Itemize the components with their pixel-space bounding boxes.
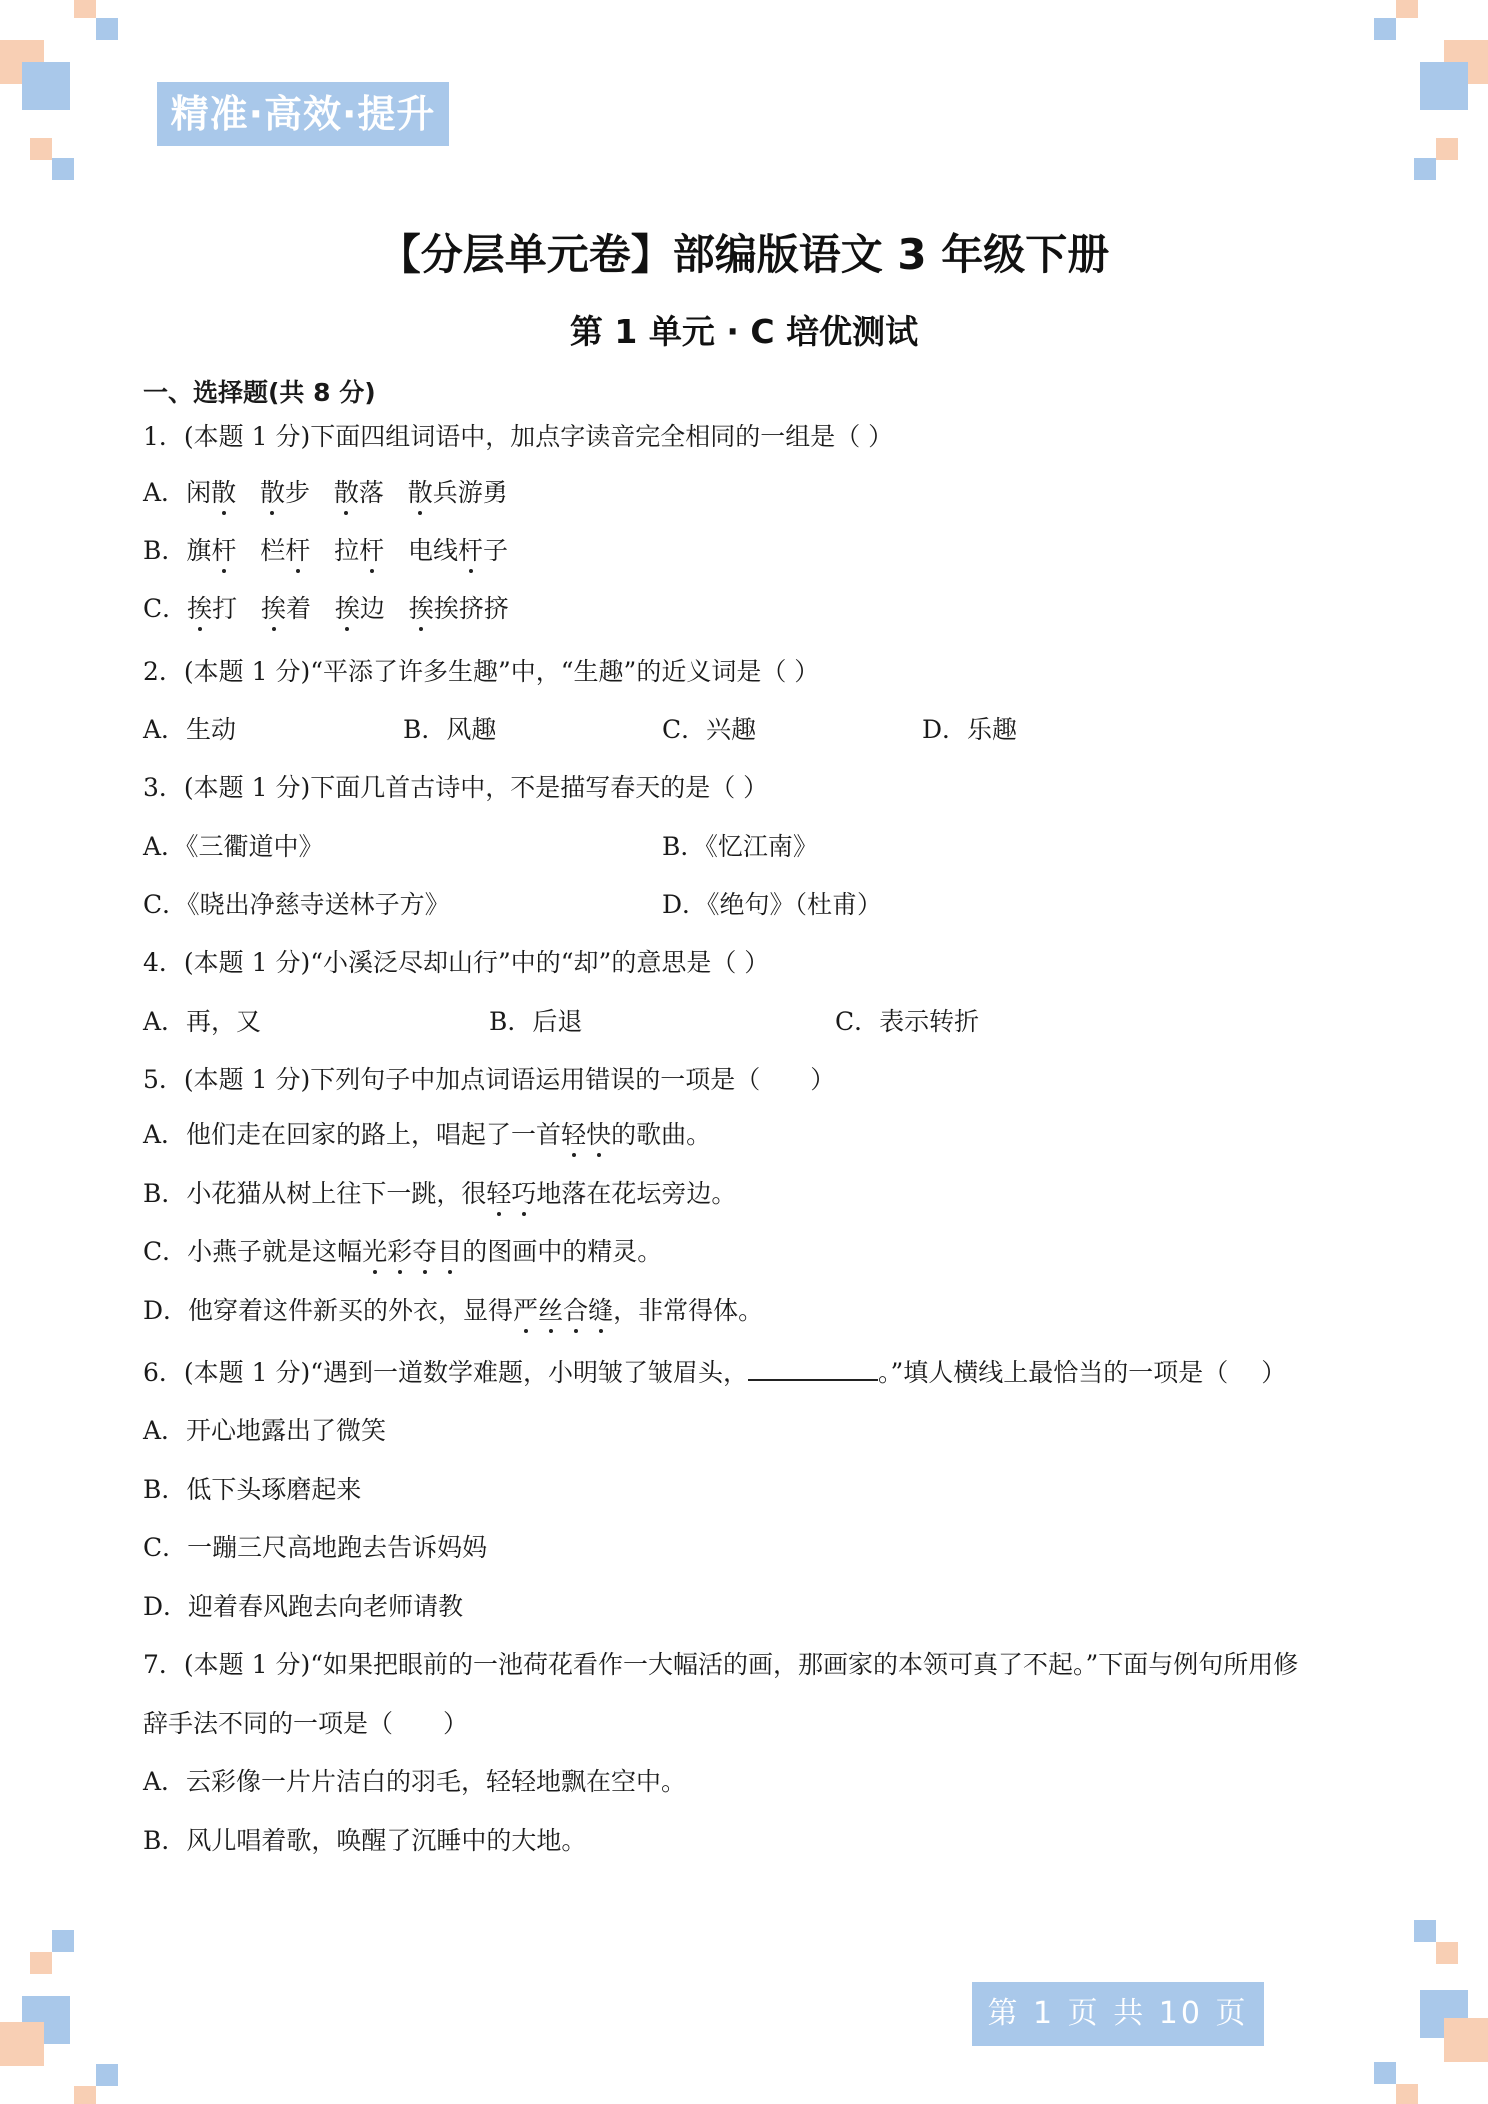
dotted-char: 严 xyxy=(513,1293,538,1329)
dotted-char: 轻 xyxy=(486,1176,511,1212)
question-6-stem: 6．(本题 1 分)“遇到一道数学难题，小明皱了皱眉头， 。”填人横线上最恰当的一项是（ ） xyxy=(143,1355,1286,1391)
question-5-option-d: D．他穿着这件新买的外衣，显得严丝合缝，非常得体。 xyxy=(143,1293,763,1329)
question-6-option-b: B．低下头琢磨起来 xyxy=(143,1475,362,1504)
corner-decoration xyxy=(22,62,70,110)
dotted-char: 目 xyxy=(437,1234,462,1270)
question-6-option-d: D．迎着春风跑去向老师请教 xyxy=(143,1592,464,1621)
page-title: 【分层单元卷】部编版语文 3 年级下册 xyxy=(378,230,1110,279)
question-1-option-c: C．挨打 挨着 挨边 挨挨挤挤 xyxy=(143,591,509,627)
question-2-option-a: A．生动 xyxy=(143,715,237,744)
question-6-option-a: A．开心地露出了微笑 xyxy=(143,1416,387,1445)
answer-blank xyxy=(748,1355,878,1381)
question-3-stem: 3．(本题 1 分)下面几首古诗中，不是描写春天的是（ ） xyxy=(143,773,769,802)
dotted-char: 轻 xyxy=(561,1117,586,1153)
brand-banner: 精准·高效·提升 xyxy=(157,82,449,146)
question-5-stem: 5．(本题 1 分)下列句子中加点词语运用错误的一项是（ ） xyxy=(143,1065,836,1094)
corner-decoration xyxy=(1396,2084,1418,2104)
corner-decoration xyxy=(74,0,96,18)
dotted-word xyxy=(486,1179,536,1208)
corner-decoration xyxy=(52,1930,74,1952)
corner-decoration xyxy=(1436,138,1458,160)
dotted-word xyxy=(362,1237,462,1266)
corner-decoration xyxy=(30,138,52,160)
question-2-option-c: C．兴趣 xyxy=(662,715,757,744)
page-subtitle: 第 1 单元 · C 培优测试 xyxy=(569,312,919,351)
question-2-stem: 2．(本题 1 分)“平添了许多生趣”中，“生趣”的近义词是（ ） xyxy=(143,657,820,686)
dotted-char: 缝 xyxy=(588,1293,613,1329)
question-2-option-d: D．乐趣 xyxy=(922,715,1018,744)
question-3-option-c: C．《晓出净慈寺送林子方》 xyxy=(143,890,450,919)
corner-decoration xyxy=(1374,2062,1396,2084)
corner-decoration xyxy=(74,2086,96,2104)
dotted-char: 丝 xyxy=(538,1293,563,1329)
page-number: 第 1 页 共 10 页 xyxy=(972,1982,1264,2046)
corner-decoration xyxy=(1414,1920,1436,1942)
corner-decoration xyxy=(0,2022,44,2066)
corner-decoration xyxy=(1414,158,1436,180)
question-7-option-a: A．云彩像一片片洁白的羽毛，轻轻地飘在空中。 xyxy=(143,1767,687,1796)
corner-decoration xyxy=(96,18,118,40)
corner-decoration xyxy=(96,2064,118,2086)
corner-decoration xyxy=(1374,18,1396,40)
question-2-option-b: B．风趣 xyxy=(403,715,497,744)
dotted-word xyxy=(561,1120,611,1149)
corner-decoration xyxy=(30,1952,52,1974)
corner-decoration xyxy=(52,158,74,180)
question-3-option-a: A．《三衢道中》 xyxy=(143,832,324,861)
corner-decoration xyxy=(1444,2018,1488,2062)
question-3-option-d: D．《绝句》（杜甫） xyxy=(662,890,883,919)
dotted-word xyxy=(513,1296,613,1325)
question-6-option-c: C．一蹦三尺高地跑去告诉妈妈 xyxy=(143,1533,488,1562)
question-5-option-c: C．小燕子就是这幅光彩夺目的图画中的精灵。 xyxy=(143,1234,662,1270)
question-1-option-b: B．旗杆 栏杆 拉杆 电线杆子 xyxy=(143,533,508,569)
dotted-char: 彩 xyxy=(387,1234,412,1270)
question-4-option-a: A．再，又 xyxy=(143,1007,262,1036)
dotted-char: 光 xyxy=(362,1234,387,1270)
question-5-option-a: A．他们走在回家的路上，唱起了一首轻快的歌曲。 xyxy=(143,1117,711,1153)
dotted-char: 快 xyxy=(586,1117,611,1153)
question-7-option-b: B．风儿唱着歌，唤醒了沉睡中的大地。 xyxy=(143,1826,587,1855)
section-heading: 一、选择题(共 8 分) xyxy=(143,378,376,407)
question-3-option-b: B．《忆江南》 xyxy=(662,832,818,861)
question-4-stem: 4．(本题 1 分)“小溪泛尽却山行”中的“却”的意思是（ ） xyxy=(143,948,770,977)
question-5-option-b: B．小花猫从树上往下一跳，很轻巧地落在花坛旁边。 xyxy=(143,1176,736,1212)
question-1-stem: 1．(本题 1 分)下面四组词语中，加点字读音完全相同的一组是（ ） xyxy=(143,422,894,451)
question-1-option-a: A．闲散 散步 散落 散兵游勇 xyxy=(143,475,508,511)
corner-decoration xyxy=(1436,1942,1458,1964)
question-7-stem: 7．(本题 1 分)“如果把眼前的一池荷花看作一大幅活的画，那画家的本领可真了不起。”下面与例句所用修 xyxy=(143,1650,1299,1679)
question-7-stem-continued: 辞手法不同的一项是（ ） xyxy=(143,1709,469,1738)
question-4-option-c: C．表示转折 xyxy=(835,1007,980,1036)
dotted-char: 巧 xyxy=(511,1176,536,1212)
question-4-option-b: B．后退 xyxy=(489,1007,583,1036)
corner-decoration xyxy=(1396,0,1418,18)
dotted-char: 夺 xyxy=(412,1234,437,1270)
corner-decoration xyxy=(1420,62,1468,110)
dotted-char: 合 xyxy=(563,1293,588,1329)
